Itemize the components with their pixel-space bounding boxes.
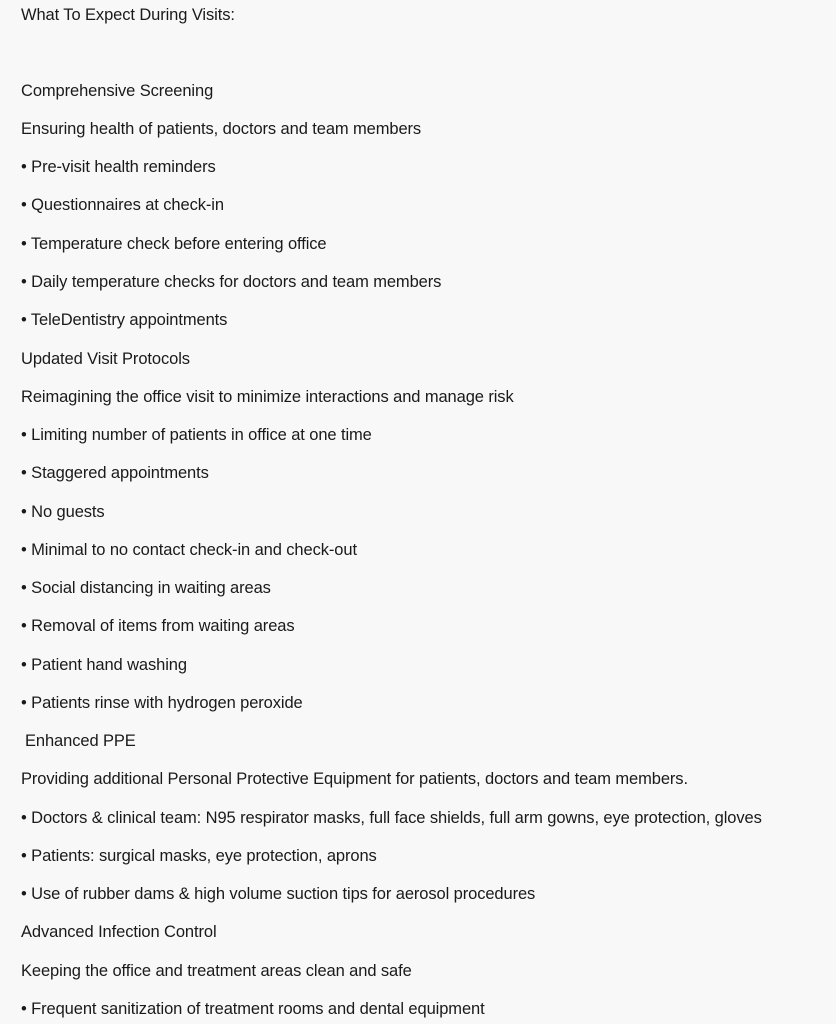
list-item: • Frequent sanitization of treatment rooms and dental equipment [21, 1000, 485, 1018]
list-item: • Social distancing in waiting areas [21, 579, 271, 597]
list-item: • Pre-visit health reminders [21, 158, 216, 176]
list-item: • Patients: surgical masks, eye protection, aprons [21, 847, 377, 865]
list-item: • Minimal to no contact check-in and check-out [21, 541, 357, 559]
list-item: • Limiting number of patients in office at one time [21, 426, 372, 444]
list-item: • Daily temperature checks for doctors and team members [21, 273, 442, 291]
section-subheading-infection-control: Keeping the office and treatment areas clean and safe [21, 962, 412, 980]
section-subheading-ppe: Providing additional Personal Protective Equipment for patients, doctors and team members. [21, 770, 688, 788]
section-heading-infection-control: Advanced Infection Control [21, 923, 217, 941]
list-item: • No guests [21, 503, 105, 521]
list-item: • Questionnaires at check-in [21, 196, 224, 214]
page-intro: What To Expect During Visits: [21, 6, 235, 24]
section-subheading-protocols: Reimagining the office visit to minimize interactions and manage risk [21, 388, 514, 406]
section-heading-screening: Comprehensive Screening [21, 82, 214, 100]
section-subheading-screening: Ensuring health of patients, doctors and team members [21, 120, 422, 138]
list-item: • Temperature check before entering office [21, 235, 327, 253]
list-item: • Staggered appointments [21, 464, 209, 482]
section-heading-ppe: Enhanced PPE [25, 732, 136, 750]
list-item: • Doctors & clinical team: N95 respirator masks, full face shields, full arm gowns, eye protection, gloves [21, 809, 762, 827]
list-item: • Removal of items from waiting areas [21, 617, 295, 635]
list-item: • Patient hand washing [21, 656, 187, 674]
list-item: • Use of rubber dams & high volume suction tips for aerosol procedures [21, 885, 536, 903]
list-item: • TeleDentistry appointments [21, 311, 228, 329]
section-heading-protocols: Updated Visit Protocols [21, 350, 190, 368]
list-item: • Patients rinse with hydrogen peroxide [21, 694, 303, 712]
